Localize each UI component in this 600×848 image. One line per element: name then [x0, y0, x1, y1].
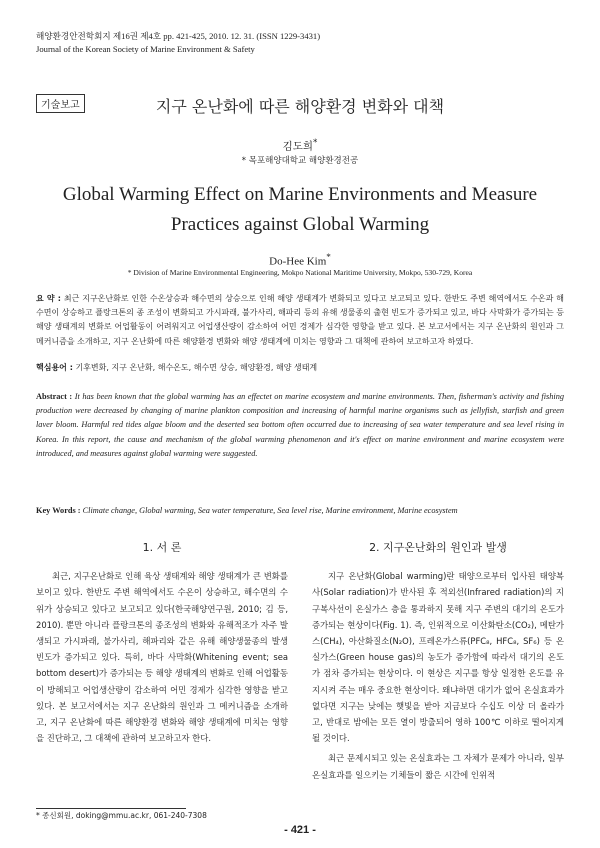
right-column	[312, 540, 564, 783]
journal-header	[36, 30, 320, 56]
title-korean: 지구 온난화에 따른 해양환경 변화와 대책	[155, 97, 445, 116]
left-column	[36, 540, 288, 746]
keywords-en-label: Key Words :	[36, 506, 81, 515]
keywords-ko-text: 기후변화, 지구 온난화, 해수온도, 해수면 상승, 해양환경, 해양 생태계	[75, 363, 318, 372]
author-english	[0, 252, 600, 268]
abstract-korean	[36, 292, 564, 349]
journal-citation: 해양환경안전학회지 제16권 제4호 pp. 421-425, 2010. 12. 31. (ISSN 1229-3431)	[36, 31, 321, 41]
affiliation-english: * Division of Marine Environmental Engineering, Mokpo National Maritime University, Mokpo, 530-729, Korea	[127, 268, 473, 277]
section-2-paragraph-1: 지구 온난화(Global warming)란 태양으로부터 입사된 태양복사(Solar radiation)가 반사된 후 적외선(Infrared radiation)의 지구복사선이 온실가스 층을 통과하지 못해 지구 주변의 대기의 온도가 증가되는 현상이다(Fig. 1). 즉, 인위적으로 이산화탄소(CO₂), 메탄가스(CH₄), 아산화질소(N₂O), 프레온가스류(PFC₈, HFC₈, SF₆) 등 온실가스(Green house gas)의 농도가 증가함에 따라서 대기의 온도가 점차 증가되는 현상이다. 이 현상은 지구를 항상 일정한 온도를 유지시켜 주는 매우 중요한 현상이다. 왜냐하면 대기가 없어 온실효과가 없다면 지구는 낮에는 햇빛을 받아 지금보다 수십도 이상 더 올라가고, 반대로 밤에는 모든 열이 방출되어 영하 100℃ 이하로 떨어지게 될 것이다.	[312, 571, 564, 744]
abstract-ko-text: 최근 지구온난화로 인한 수온상승과 해수면의 상승으로 인해 해양 생태계가 변화되고 있다고 보고되고 있다. 한반도 주변 해역에서도 수온과 해수면이 상승하고 플랑크톤의 종 조성이 변화되고 가시파래, 불가사리, 해파리 등의 유해 생물종의 출현 빈도가 증가되고 있고, 바다 사막화가 증가되는 등 해양 생태계의 변화로 어업활동이 어려워지고 어업생산량이 감소하여 어민 경제가 심각한 영향을 받고 있다. 본 보고서에서는 지구 온난화의 원인과 그 메커니즘을 소개하고, 지구 온난화에 따른 해양환경 변화와 해양 생태계에 미치는 영향과 그 대책에 관하여 보고하고자 하였다.	[36, 294, 564, 346]
author-mark-en: *	[326, 252, 331, 262]
abstract-english	[36, 390, 564, 461]
footnote: * 종신회원, doking@mmu.ac.kr, 061-240-7308	[36, 811, 207, 820]
keywords-ko-label: 핵심용어 :	[36, 363, 73, 372]
journal-name: Journal of the Korean Society of Marine Environment & Safety	[36, 44, 255, 54]
author-name-en: Do-Hee Kim	[269, 255, 327, 268]
author-mark: *	[313, 138, 318, 148]
affiliation-korean: * 목포해양대학교 해양환경전공	[241, 156, 359, 166]
abstract-en-text: It has been known that the global warming has an effectet on marine ecosystem and marine environments. Then, fisherman's activity and fishing production were decreased by changing of marine plankton composition and increasing of harmful marine organisms such as jellyfish, starfish and green laver bloom. Harmful red tides algae bloom and the deserted sea bottom often occurred due to increasing of sea water temperature and sea level rising in Korea. In this report, the cause and mechanism of the global warming phenomenon and it's effect on marine environment and marine ecosystem were introduced, and measures against global warming were suggested.	[36, 392, 565, 458]
title-english: Global Warming Effect on Marine Environments and Measure Practices against Global Warming	[62, 184, 538, 235]
section-2-paragraph-2: 최근 문제시되고 있는 온실효과는 그 자체가 문제가 아니라, 일부 온실효과를 일으키는 기체들이 짧은 시간에 인위적	[312, 753, 564, 780]
article-type-tag: 기술보고	[36, 94, 85, 113]
page-number: - 421 -	[284, 824, 316, 836]
author-name: 김도희	[282, 140, 314, 153]
section-1-title: 1. 서 론	[142, 541, 182, 554]
section-2-title: 2. 지구온난화의 원인과 발생	[369, 541, 507, 554]
author-korean	[0, 138, 600, 154]
keywords-english	[36, 506, 564, 515]
abstract-en-label: Abstract :	[36, 392, 73, 401]
abstract-ko-label: 요 약 :	[36, 294, 61, 303]
section-1-paragraph: 최근, 지구온난화로 인해 육상 생태계와 해양 생태계가 큰 변화를 보이고 있다. 한반도 주변 해역에서도 수온이 상승하고, 해수면의 수위가 상승되고 있다고 보고되고 있다(한국해양연구원, 2010; 김 등, 2010). 뿐만 아니라 플랑크톤의 종조성의 변화와 유해적조가 자주 발생되고 가시파래, 불가사리, 해파리와 같은 유해 해양생물종의 발생 빈도가 증가되고 있다. 특히, 바다 사막화(Whitening event; sea bottom desert)가 증가되는 등 해양 생태계의 변화로 인해 어업활동이 방해되고 어업생산량이 감소하여 어민 경제가 심각한 영향을 받고 있다. 본 보고서에서는 지구 온난화의 원인과 그 메커니즘을 소개하고, 지구 온난화에 따른 해양환경 변화와 해양 생태계에 미치는 영향을 진단하고, 그 대책에 관하여 보고하고자 한다.	[36, 571, 288, 744]
keywords-korean	[36, 362, 564, 373]
keywords-en-text: Climate change, Global warming, Sea water temperature, Sea level rise, Marine environment, Marine ecosystem	[82, 506, 458, 515]
footnote-divider	[36, 808, 186, 809]
